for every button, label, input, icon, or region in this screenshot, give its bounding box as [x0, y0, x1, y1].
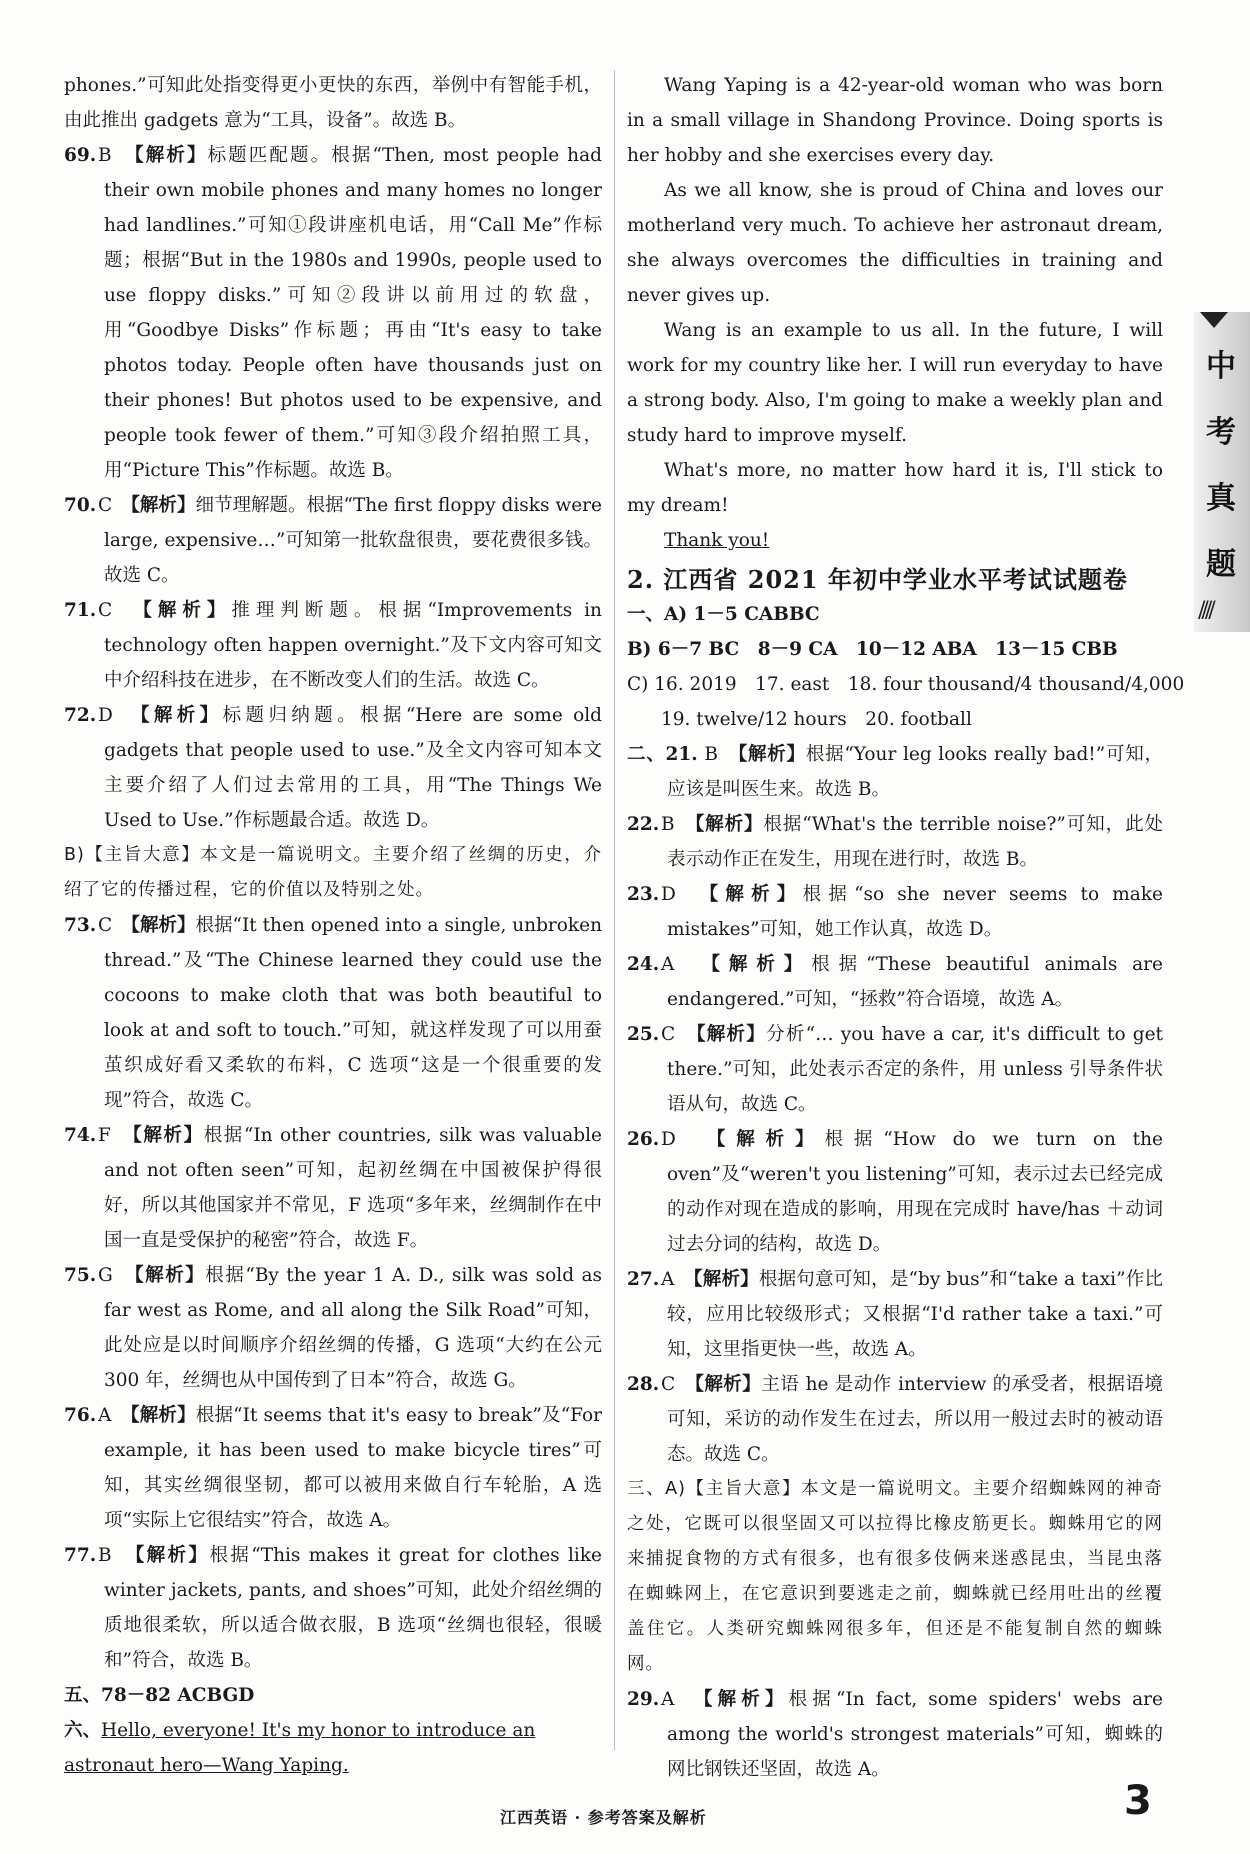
item-28: 28.C 【解析】主语 he 是动作 interview 的承受者，根据语境可知，采访的动作发生在过去，所以用一般过去时的被动语态。故选 C。	[627, 1374, 1163, 1465]
left-column	[64, 68, 602, 1783]
section-5-answers: 五、78－82 ACBGD	[64, 1685, 255, 1706]
item-71: 71.C 【解析】推理判断题。根据“Improvements in technology often happen overnight.”及下文内容可知文中介绍科技在进步，在不断改变人们的生活。故选 C。	[64, 600, 602, 691]
item-73: 73.C 【解析】根据“It then opened into a single, unbroken thread.”及“The Chinese learned they could use the cocoons to make cloth that was both beautiful to look at and soft to touch.”可知，就这样发现了可以用蚕茧织成好看又柔软的布料，C 选项“这是一个很重要的发现”符合，故选 C。	[64, 915, 602, 1111]
page-footer: 江西英语 · 参考答案及解析	[500, 1808, 707, 1827]
item-25: 25.C 【解析】分析“… you have a car, it's difficult to get there.”可知，此处表示否定的条件，用 unless 引导条件状语从句，故选 C。	[627, 1024, 1163, 1115]
item-21: 二、21. B 【解析】根据“Your leg looks really bad!”可知，应该是叫医生来。故选 B。	[627, 744, 1163, 800]
item-77: 77.B 【解析】根据“This makes it great for clothes like winter jackets, pants, and shoes”可知，此处介绍丝绸的质地很柔软，所以适合做衣服，B 选项“丝绸也很轻，很暖和”符合，故选 B。	[64, 1545, 602, 1671]
item-24: 24.A 【解析】根据“These beautiful animals are endangered.”可知，“拯救”符合语境，故选 A。	[627, 954, 1163, 1010]
item-26: 26.D 【解析】根据“How do we turn on the oven”及“weren't you listening”可知，表示过去已经完成的动作对现在造成的影响，用现在完成时 have/has ＋动词过去分词的结构，故选 D。	[627, 1129, 1163, 1255]
essay-closing: Thank you!	[664, 530, 770, 551]
jiexi-label: 【解析】	[696, 1024, 767, 1045]
section-6: 六、Hello, everyone! It's my honor to introduce an astronaut hero—Wang Yaping.	[64, 1720, 536, 1776]
item-75: 75.G 【解析】根据“By the year 1 A. D., silk was sold as far west as Rome, and all along the Silk Road”可知，此处应是以时间顺序介绍丝绸的传播，G 选项“大约在公元 300 年，丝绸也从中国传到了日本”符合，故选 G。	[64, 1265, 602, 1391]
section-title: 2. 江西省 2021 年初中学业水平考试试题卷	[627, 565, 1128, 594]
item-72: 72.D 【解析】标题归纳题。根据“Here are some old gadgets that people used to use.”及全文内容可知本文主要介绍了人们过去常用的工具，用“The Things We Used to Use.”作标题最合适。故选 D。	[64, 705, 602, 831]
right-column	[627, 68, 1185, 1787]
triangle-icon	[1200, 312, 1228, 328]
jiexi-label: 【解析】	[710, 954, 812, 975]
item-76: 76.A 【解析】根据“It seems that it's easy to break”及“For example, it has been used to make bicycle tires”可知，其实丝绸很坚韧，都可以被用来做自行车轮胎，A 选项“实际上它很结实”符合，故选 A。	[64, 1405, 602, 1531]
answer-line: C) 16. 2019 17. east 18. four thousand/4 thousand/4,000	[627, 674, 1185, 695]
jiexi-label: 【解析】	[142, 600, 232, 621]
jiexi-label: 【解析】	[694, 814, 764, 835]
jiexi-label: 【解析】	[130, 1405, 196, 1426]
item-23: 23.D 【解析】根据“so she never seems to make mistakes”可知，她工作认真，故选 D。	[627, 884, 1163, 940]
essay-opening: Hello, everyone! It's my honor to introduce an astronaut hero—Wang Yaping.	[64, 1720, 536, 1776]
answer-line: 19. twelve/12 hours 20. football	[661, 709, 972, 730]
item-22: 22.B 【解析】根据“What's the terrible noise?”可知，此处表示动作正在发生，用现在进行时，故选 B。	[627, 814, 1163, 870]
section-3-summary: 三、A)【主旨大意】本文是一篇说明文。主要介绍蜘蛛网的神奇之处，它既可以很坚固又可以拉得比橡皮筋更长。蜘蛛用它的网来捕捉食物的方式有很多，也有很多伎俩来迷惑昆虫，当昆虫落在蜘蛛网上，在它意识到要逃走之前，蜘蛛就已经用吐出的丝覆盖住它。人类研究蜘蛛网很多年，但还是不能复制自然的蜘蛛网。	[627, 1479, 1163, 1674]
jiexi-label: 【解析】	[708, 884, 803, 905]
jiexi-label: 【解析】	[716, 1129, 825, 1150]
jiexi-label: 【解析】	[738, 744, 806, 765]
intro-text: phones.”可知此处指变得更小更快的东西，举例中有智能手机，由此推出 gadgets 意为“工具，设备”。故选 B。	[64, 75, 602, 131]
column-divider	[614, 70, 615, 1750]
side-tab-char: 题	[1206, 547, 1236, 582]
item-74: 74.F 【解析】根据“In other countries, silk was valuable and not often seen”可知，起初丝绸在中国被保护得很好，所以其他国家并不常见，F 选项“多年来，丝绸制作在中国一直是受保护的秘密”符合，故选 F。	[64, 1125, 602, 1251]
jiexi-label: 【解析】	[694, 1374, 762, 1395]
hatch-icon: ////	[1198, 598, 1212, 623]
essay-paragraph: Wang is an example to us all. In the future, I will work for my country like her. I will run everyday to have a strong body. Also, I'm going to make a weekly plan and study hard to improve myself.	[627, 320, 1163, 446]
jiexi-label: 【解析】	[134, 1265, 206, 1286]
jiexi-label: 【解析】	[130, 915, 196, 936]
side-tab-char: 中	[1206, 349, 1236, 384]
essay-paragraph: As we all know, she is proud of China and loves our motherland very much. To achieve her astronaut dream, she always overcomes the difficulties in training and never gives up.	[627, 180, 1163, 306]
side-tab	[1194, 312, 1250, 632]
jiexi-label: 【解析】	[134, 1545, 210, 1566]
jiexi-label: 【解析】	[693, 1269, 759, 1290]
item-29: 29.A 【解析】根据“In fact, some spiders' webs are among the world's strongest materials”可知，蜘蛛的网比钢铁还坚固，故选 A。	[627, 1689, 1163, 1780]
item-70: 70.C 【解析】细节理解题。根据“The first floppy disks were large, expensive…”可知第一批软盘很贵，要花费很多钱。故选 C。	[64, 495, 602, 586]
side-tab-char: 考	[1206, 415, 1236, 450]
jiexi-label: 【解析】	[140, 705, 223, 726]
jiexi-label: 【解析】	[132, 1125, 204, 1146]
jiexi-label: 【解析】	[130, 495, 196, 516]
jiexi-label: 【解析】	[703, 1689, 789, 1710]
section-b-summary: B)【主旨大意】本文是一篇说明文。主要介绍了丝绸的历史，介绍了它的传播过程，它的价值以及特别之处。	[64, 845, 602, 900]
item-27: 27.A 【解析】根据句意可知，是“by bus”和“take a taxi”作比较，应用比较级形式；又根据“I'd rather take a taxi.”可知，这里指更快一些，故选 A。	[627, 1269, 1163, 1360]
item-69: 69.B 【解析】标题匹配题。根据“Then, most people had their own mobile phones and many homes no longer had landlines.”可知①段讲座机电话，用“Call Me”作标题；根据“But in the 1980s and 1990s, people used to use floppy disks.”可知②段讲以前用过的软盘，用“Goodbye Disks”作标题；再由“It's easy to take photos today. People often have thousands just on their phones! But photos used to be expensive, and people took fewer of them.”可知③段介绍拍照工具，用“Picture This”作标题。故选 B。	[64, 145, 602, 481]
jiexi-label: 【解析】	[134, 145, 208, 166]
answer-line: 一、A) 1－5 CABBC	[627, 604, 820, 625]
essay-paragraph: What's more, no matter how hard it is, I'll stick to my dream!	[627, 460, 1163, 516]
answer-line: B) 6－7 BC 8－9 CA 10－12 ABA 13－15 CBB	[627, 639, 1118, 660]
essay-paragraph: Wang Yaping is a 42-year-old woman who was born in a small village in Shandong Province. Doing sports is her hobby and she exercises every day.	[627, 75, 1163, 166]
page-number: 3	[1124, 1778, 1152, 1824]
side-tab-char: 真	[1206, 481, 1236, 516]
